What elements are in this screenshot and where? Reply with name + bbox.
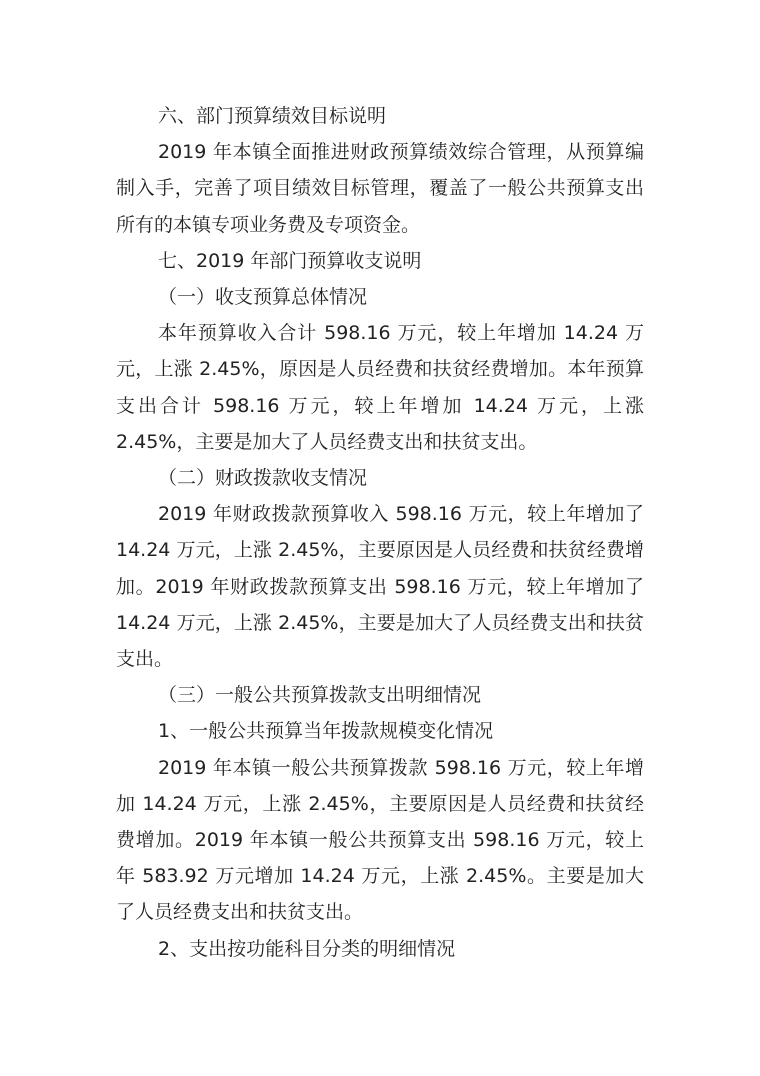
section-heading-6: 六、部门预算绩效目标说明	[158, 105, 387, 127]
subheading-public-budget-details: （三）一般公共预算拨款支出明细情况	[158, 684, 482, 707]
paragraph-scale-changes: 2019 年本镇一般公共预算拨款 598.16 万元，较上年增加 14.24 万元，上涨 2.45%，主要原因是人员经费和扶贫经费增加。2019 年本镇一般公共预算支出 598.16 万元，较上年 583.92 万元增加 14.24 万元，上涨 2.45%。主要是加大了人员经费支出和扶贫支出。	[116, 756, 644, 924]
document-body	[116, 98, 644, 967]
subheading-fiscal-appropriation: （二）财政拨款收支情况	[158, 467, 368, 490]
subheading-functional-classification: 2、支出按功能科目分类的明细情况	[158, 937, 456, 960]
subheading-scale-changes: 1、一般公共预算当年拨款规模变化情况	[158, 720, 494, 743]
paragraph-overall-budget: 本年预算收入合计 598.16 万元，较上年增加 14.24 万元，上涨 2.45%，原因是人员经费和扶贫经费增加。本年预算支出合计 598.16 万元，较上年增加 14.24 万元，上涨 2.45%，主要是加大了人员经费支出和扶贫支出。	[116, 322, 644, 453]
section-heading-7: 七、2019 年部门预算收支说明	[158, 249, 422, 272]
paragraph-fiscal-appropriation: 2019 年财政拨款预算收入 598.16 万元，较上年增加了 14.24 万元，上涨 2.45%，主要原因是人员经费和扶贫经费增加。2019 年财政拨款预算支出 598.16 万元，较上年增加了 14.24 万元，上涨 2.45%，主要是加大了人员经费支出和扶贫支出。	[116, 503, 644, 671]
paragraph-performance-goals: 2019 年本镇全面推进财政预算绩效综合管理，从预算编制入手，完善了项目绩效目标管理，覆盖了一般公共预算支出所有的本镇专项业务费及专项资金。	[116, 141, 644, 236]
subheading-overall: （一）收支预算总体情况	[158, 286, 368, 309]
